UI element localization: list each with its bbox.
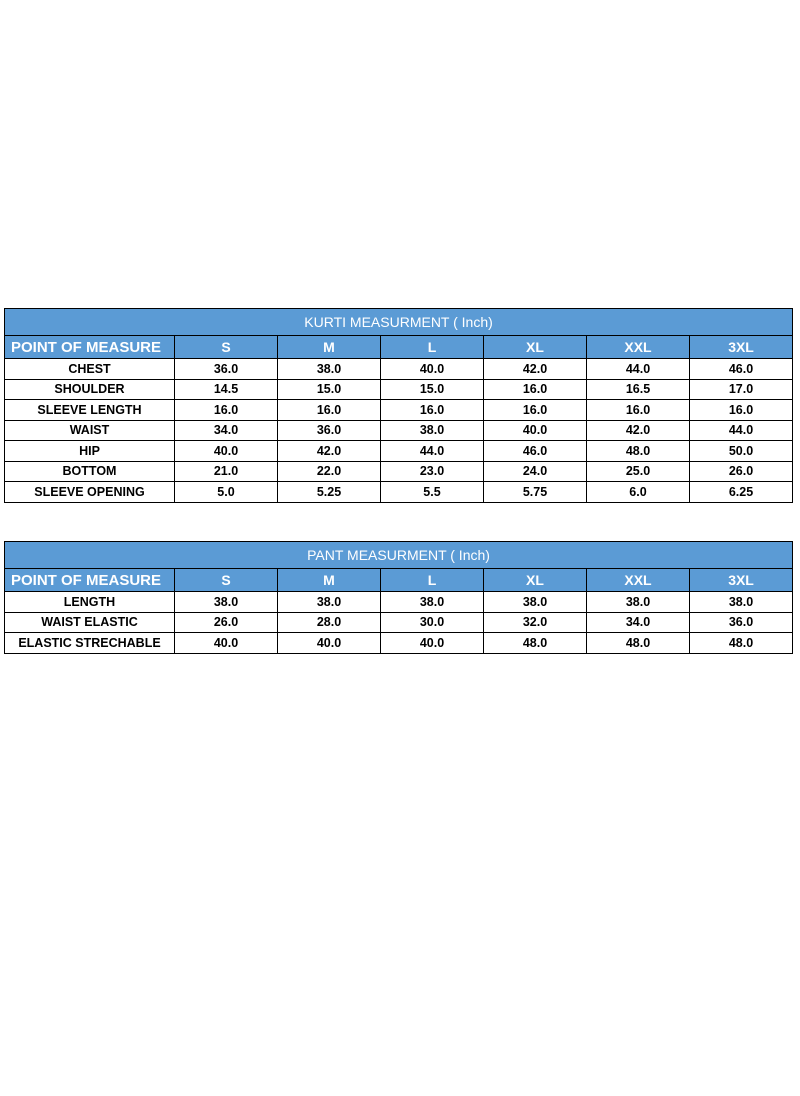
cell-value: 16.0 [175, 400, 278, 421]
cell-value: 15.0 [381, 379, 484, 400]
cell-value: 40.0 [484, 420, 587, 441]
cell-value: 46.0 [690, 359, 793, 380]
cell-value: 44.0 [690, 420, 793, 441]
cell-value: 30.0 [381, 612, 484, 633]
cell-value: 5.0 [175, 482, 278, 503]
cell-value: 38.0 [278, 592, 381, 613]
cell-value: 16.0 [690, 400, 793, 421]
pant-title-row [5, 542, 793, 569]
cell-value: 34.0 [587, 612, 690, 633]
cell-value: 40.0 [278, 633, 381, 654]
cell-value: 28.0 [278, 612, 381, 633]
pant-header-3xl: 3XL [690, 569, 793, 592]
cell-value: 23.0 [381, 461, 484, 482]
kurti-header-row [5, 336, 793, 359]
pant-header-row [5, 569, 793, 592]
row-label: HIP [5, 441, 175, 462]
cell-value: 36.0 [690, 612, 793, 633]
pant-measurement-table [4, 541, 793, 654]
kurti-header-s: S [175, 336, 278, 359]
cell-value: 38.0 [484, 592, 587, 613]
cell-value: 48.0 [484, 633, 587, 654]
cell-value: 16.0 [587, 400, 690, 421]
row-label: SHOULDER [5, 379, 175, 400]
table-row [5, 379, 793, 400]
table-row [5, 400, 793, 421]
cell-value: 44.0 [587, 359, 690, 380]
cell-value: 40.0 [175, 441, 278, 462]
cell-value: 24.0 [484, 461, 587, 482]
pant-table-title: PANT MEASURMENT ( Inch) [5, 542, 793, 569]
cell-value: 5.5 [381, 482, 484, 503]
cell-value: 38.0 [381, 592, 484, 613]
kurti-title-row [5, 309, 793, 336]
kurti-header-xxl: XXL [587, 336, 690, 359]
cell-value: 34.0 [175, 420, 278, 441]
kurti-header-3xl: 3XL [690, 336, 793, 359]
cell-value: 46.0 [484, 441, 587, 462]
cell-value: 22.0 [278, 461, 381, 482]
table-row [5, 592, 793, 613]
kurti-header-point-of-measure: POINT OF MEASURE [5, 336, 175, 359]
cell-value: 26.0 [175, 612, 278, 633]
cell-value: 44.0 [381, 441, 484, 462]
pant-header-point-of-measure: POINT OF MEASURE [5, 569, 175, 592]
cell-value: 16.0 [381, 400, 484, 421]
pant-header-m: M [278, 569, 381, 592]
row-label: WAIST ELASTIC [5, 612, 175, 633]
pant-header-xl: XL [484, 569, 587, 592]
cell-value: 40.0 [381, 633, 484, 654]
cell-value: 40.0 [381, 359, 484, 380]
cell-value: 38.0 [278, 359, 381, 380]
row-label: SLEEVE OPENING [5, 482, 175, 503]
cell-value: 16.5 [587, 379, 690, 400]
cell-value: 48.0 [587, 633, 690, 654]
kurti-header-xl: XL [484, 336, 587, 359]
cell-value: 40.0 [175, 633, 278, 654]
cell-value: 14.5 [175, 379, 278, 400]
cell-value: 6.0 [587, 482, 690, 503]
cell-value: 25.0 [587, 461, 690, 482]
cell-value: 32.0 [484, 612, 587, 633]
row-label: ELASTIC STRECHABLE [5, 633, 175, 654]
cell-value: 48.0 [690, 633, 793, 654]
cell-value: 6.25 [690, 482, 793, 503]
table-row [5, 441, 793, 462]
cell-value: 26.0 [690, 461, 793, 482]
cell-value: 5.75 [484, 482, 587, 503]
row-label: LENGTH [5, 592, 175, 613]
table-row [5, 359, 793, 380]
table-row [5, 633, 793, 654]
cell-value: 16.0 [484, 379, 587, 400]
row-label: SLEEVE LENGTH [5, 400, 175, 421]
cell-value: 48.0 [587, 441, 690, 462]
cell-value: 36.0 [278, 420, 381, 441]
kurti-header-m: M [278, 336, 381, 359]
pant-header-xxl: XXL [587, 569, 690, 592]
kurti-measurement-table [4, 308, 793, 503]
cell-value: 38.0 [690, 592, 793, 613]
cell-value: 21.0 [175, 461, 278, 482]
cell-value: 38.0 [381, 420, 484, 441]
cell-value: 42.0 [278, 441, 381, 462]
row-label: CHEST [5, 359, 175, 380]
cell-value: 38.0 [587, 592, 690, 613]
cell-value: 15.0 [278, 379, 381, 400]
table-row [5, 420, 793, 441]
cell-value: 38.0 [175, 592, 278, 613]
table-row [5, 461, 793, 482]
cell-value: 5.25 [278, 482, 381, 503]
pant-header-l: L [381, 569, 484, 592]
kurti-header-l: L [381, 336, 484, 359]
table-row [5, 482, 793, 503]
kurti-table-title: KURTI MEASURMENT ( Inch) [5, 309, 793, 336]
cell-value: 16.0 [278, 400, 381, 421]
cell-value: 17.0 [690, 379, 793, 400]
cell-value: 16.0 [484, 400, 587, 421]
pant-header-s: S [175, 569, 278, 592]
cell-value: 50.0 [690, 441, 793, 462]
row-label: BOTTOM [5, 461, 175, 482]
cell-value: 42.0 [587, 420, 690, 441]
cell-value: 36.0 [175, 359, 278, 380]
table-row [5, 612, 793, 633]
row-label: WAIST [5, 420, 175, 441]
cell-value: 42.0 [484, 359, 587, 380]
